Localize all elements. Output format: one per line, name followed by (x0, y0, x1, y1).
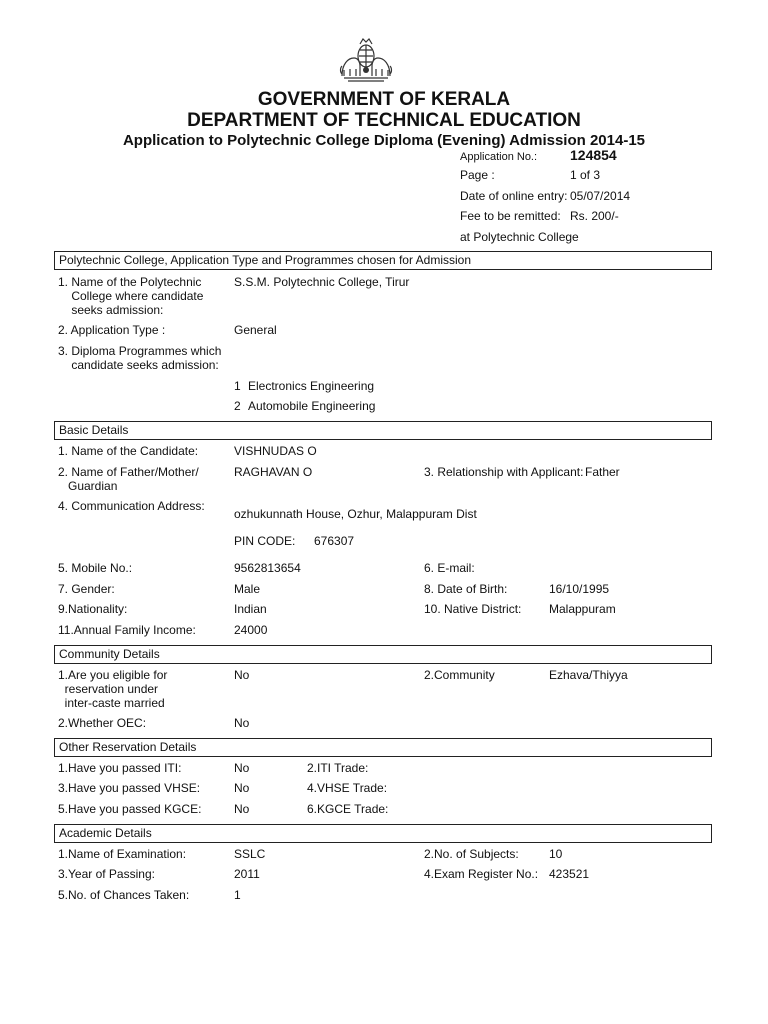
kgce-value: No (234, 802, 250, 816)
date-label: Date of online entry: (460, 189, 568, 203)
fee-value: Rs. 200/- (570, 209, 619, 223)
programmes-label: 3. Diploma Programmes which candidate seeks admission: (58, 344, 222, 372)
year-label: 3.Year of Passing: (58, 867, 155, 881)
exam-label: 1.Name of Examination: (58, 847, 187, 861)
app-no-label: Application No.: (460, 151, 538, 163)
community-label: 2.Community (424, 668, 495, 682)
vhse-label: 3.Have you passed VHSE: (58, 781, 201, 795)
app-no-value: 124854 (570, 147, 617, 163)
fee-label: Fee to be remitted: (460, 209, 561, 223)
vhse-trade-label: 4.VHSE Trade: (307, 781, 388, 795)
dob-label: 8. Date of Birth: (424, 582, 508, 596)
iti-label: 1.Have you passed ITI: (58, 761, 182, 775)
district-label: 10. Native District: (424, 602, 522, 616)
page-value: 1 of 3 (570, 168, 601, 182)
subjects-label: 2.No. of Subjects: (424, 847, 519, 861)
relation-value: Father (585, 465, 620, 479)
address-value: ozhukunnath House, Ozhur, Malappuram Dist (234, 507, 477, 521)
relation-label: 3. Relationship with Applicant: (424, 465, 584, 479)
email-label: 6. E-mail: (424, 561, 475, 575)
page-label: Page : (460, 168, 495, 182)
oec-label: 2.Whether OEC: (58, 716, 147, 730)
pin-value: 676307 (314, 534, 355, 548)
pin-label: PIN CODE: (234, 534, 296, 548)
section-other-reservation: Other Reservation Details (54, 738, 712, 757)
dob-value: 16/10/1995 (549, 582, 610, 596)
income-value: 24000 (234, 623, 268, 637)
fee-where: at Polytechnic College (460, 230, 579, 244)
header-dept: DEPARTMENT OF TECHNICAL EDUCATION (187, 110, 581, 131)
kerala-emblem-icon (338, 36, 394, 84)
mobile-value: 9562813654 (234, 561, 301, 575)
programme-name: Electronics Engineering (248, 379, 375, 393)
intercaste-label: 1.Are you eligible for reservation under inter-caste married (58, 668, 168, 710)
gender-label: 7. Gender: (58, 582, 115, 596)
register-label: 4.Exam Register No.: (424, 867, 539, 881)
vhse-value: No (234, 781, 250, 795)
guardian-value: RAGHAVAN O (234, 465, 313, 479)
section-community: Community Details (54, 645, 712, 664)
iti-value: No (234, 761, 250, 775)
college-value: S.S.M. Polytechnic College, Tirur (234, 275, 410, 289)
programme-no: 1 (234, 379, 241, 393)
district-value: Malappuram (549, 602, 616, 616)
candidate-name-label: 1. Name of the Candidate: (58, 444, 199, 458)
header-title: Application to Polytechnic College Diploma (Evening) Admission 2014-15 (122, 132, 646, 149)
subjects-value: 10 (549, 847, 563, 861)
kgce-label: 5.Have you passed KGCE: (58, 802, 202, 816)
year-value: 2011 (234, 867, 260, 881)
programme-name: Automobile Engineering (248, 399, 376, 413)
section-basic: Basic Details (54, 421, 712, 440)
oec-value: No (234, 716, 250, 730)
chances-value: 1 (234, 888, 241, 902)
intercaste-value: No (234, 668, 250, 682)
nationality-value: Indian (234, 602, 267, 616)
exam-value: SSLC (234, 847, 266, 861)
guardian-label: 2. Name of Father/Mother/ Guardian (58, 465, 199, 493)
nationality-label: 9.Nationality: (58, 602, 128, 616)
app-type-label: 2. Application Type : (58, 323, 166, 337)
iti-trade-label: 2.ITI Trade: (307, 761, 369, 775)
candidate-name-value: VISHNUDAS O (234, 444, 317, 458)
address-label: 4. Communication Address: (58, 499, 205, 513)
mobile-label: 5. Mobile No.: (58, 561, 133, 575)
income-label: 11.Annual Family Income: (58, 623, 196, 637)
gender-value: Male (234, 582, 261, 596)
chances-label: 5.No. of Chances Taken: (58, 888, 190, 902)
college-label: 1. Name of the Polytechnic College where candidate seeks admission: (58, 275, 204, 317)
programme-no: 2 (234, 399, 241, 413)
section-admission: Polytechnic College, Application Type and Programmes chosen for Admission (54, 251, 712, 270)
kgce-trade-label: 6.KGCE Trade: (307, 802, 389, 816)
community-value: Ezhava/Thiyya (549, 668, 628, 682)
app-type-value: General (234, 323, 277, 337)
date-value: 05/07/2014 (570, 189, 631, 203)
register-value: 423521 (549, 867, 590, 881)
section-academic: Academic Details (54, 824, 712, 843)
header-gov: GOVERNMENT OF KERALA (257, 89, 511, 110)
